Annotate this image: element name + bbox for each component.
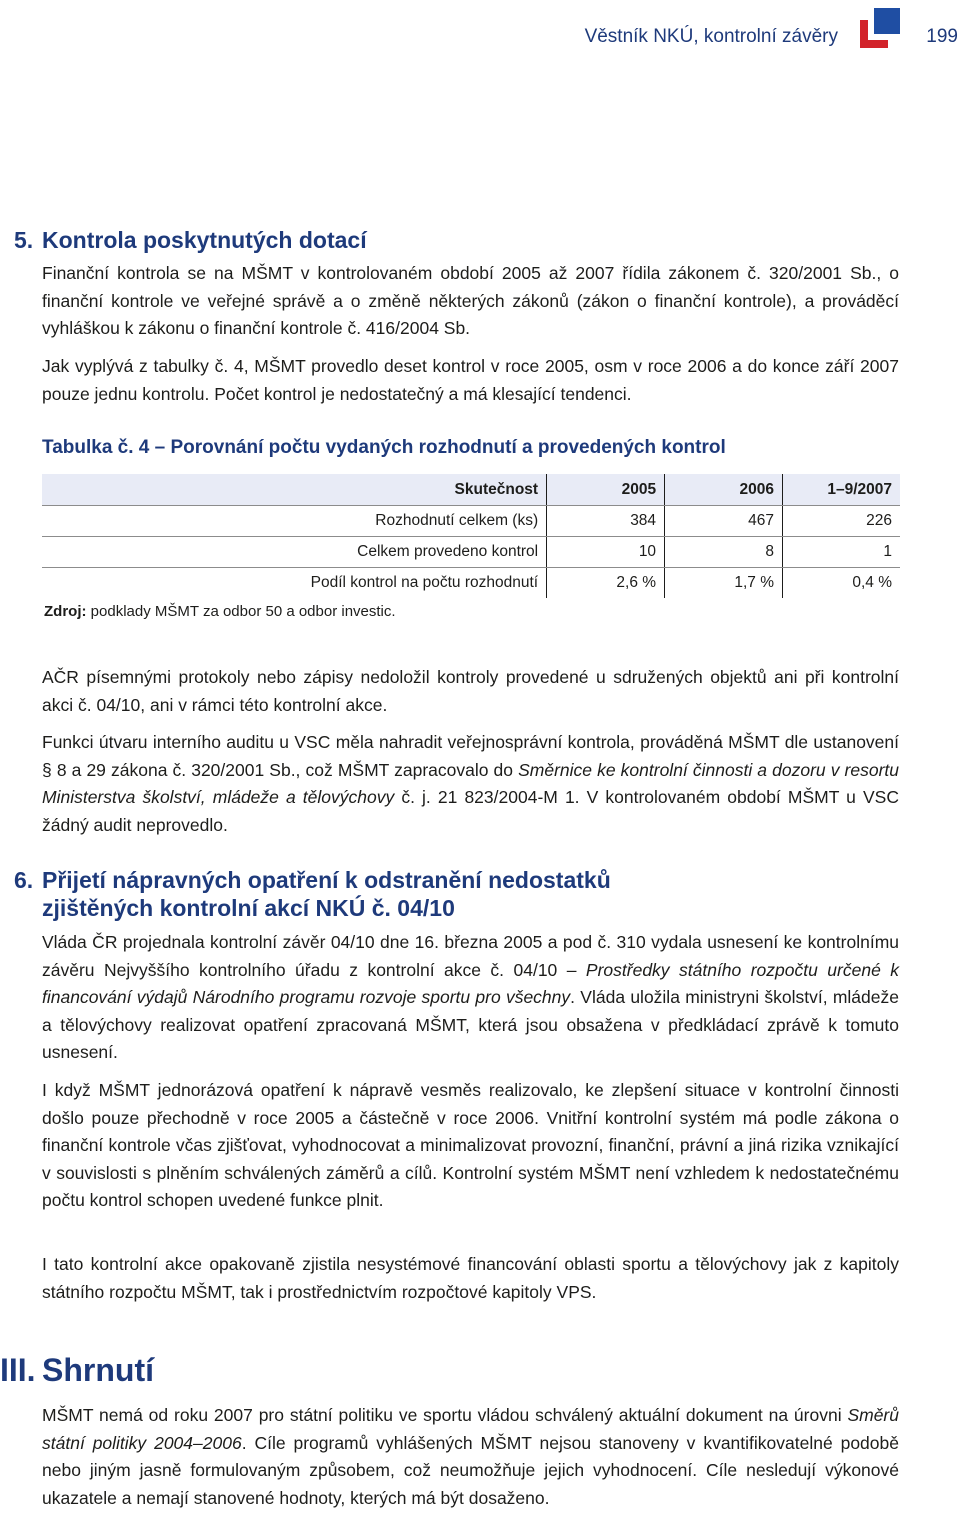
section-6-title-line-2: zjištěných kontrolní akcí NKÚ č. 04/10	[42, 895, 455, 921]
section-6-paragraph-2: I když MŠMT jednorázová opatření k nápravě vesměs realizovalo, ke zlepšení situace v kontrolní činnosti došlo pouze přechodně v roce 2005 a částečně v roce 2006. Vnitřní kontrolní systém má podle zákona o finanční kontrole včas zjišťovat, vyhodnocovat a minimalizovat provozní, finanční, právní a jiná rizika vznikající v souvislosti s plněním schválených záměrů a cílů. Kontrolní systém MŠMT není vzhledem k nedostatečnému počtu kontrol schopen uvedené funkce plnit.	[42, 1080, 899, 1210]
table-header-row	[42, 474, 900, 505]
cell-value: 1	[883, 542, 892, 560]
table-row	[42, 536, 900, 567]
program-title: Prostředky státního rozpočtu určené k financování výdajů Národního programu rozvoje sportu pro všechny	[42, 959, 899, 1007]
table-divider	[42, 567, 900, 568]
paragraph-internal-audit: Funkci útvaru interního auditu u VSC měla nahradit veřejnosprávní kontrola, prováděná MŠMT dle ustanovení § 8 a 29 zákona č. 320/2001 Sb., což MŠMT zapracovalo do Směrnice ke kontrolní činnosti a dozoru v resortu Ministerstva školství, mládeže a tělovýchovy č. j. 21 823/2004-M 1. V kontrolovaném období MŠMT u VSC žádný audit neprovedlo.	[42, 732, 900, 835]
cell-value: 10	[547, 536, 665, 567]
section-5-paragraph-1: Finanční kontrola se na MŠMT v kontrolovaném období 2005 až 2007 řídila zákonem č. 320/2001 Sb., o finanční kontrole ve veřejné správě a o změně některých zákonů (zákon o finanční kontrole), a prováděcí vyhláškou k zákonu o finanční kontrole č. 416/2004 Sb.	[42, 263, 899, 338]
section-6-paragraph-1: Vláda ČR projednala kontrolní závěr 04/10 dne 16. března 2005 a pod č. 310 vydala usnesení ke kontrolnímu závěru Nejvyššího kontrolního úřadu z kontrolní akce č. 04/10 – Prostředky státního rozpočtu určené k financování výdajů Národního programu rozvoje sportu pro všechny. Vláda uložila ministryni školství, mládeže a tělovýchovy realizovat opatření zpracovaná MŠMT, která jsou obsažena v předkládací zprávě k tomuto usnesení.	[42, 932, 899, 1062]
cell-value: 226	[866, 511, 892, 529]
table-row	[42, 505, 900, 536]
cell-value: 2,6 %	[547, 567, 665, 598]
col-header-2007: 1–9/2007	[783, 474, 900, 505]
table-row	[42, 567, 900, 598]
policy-title: Směrů státní politiky 2004–2006	[42, 1405, 899, 1453]
section-5-title: Kontrola poskytnutých dotací	[42, 227, 367, 253]
table-caption: Tabulka č. 4 – Porovnání počtu vydaných rozhodnutí a provedených kontrol	[42, 437, 726, 458]
cell-value: 467	[665, 505, 783, 536]
section-5-number: 5.	[14, 227, 34, 253]
paragraph-acr: AČR písemnými protokoly nebo zápisy nedoložil kontroly provedené u sdružených objektů ani při kontrolní akci č. 04/10, ani v rámci této kontrolní akce.	[42, 667, 899, 715]
section-III-title: Shrnutí	[42, 1352, 154, 1388]
row-label: Rozhodnutí celkem (ks)	[42, 505, 547, 536]
cell-value: 8	[665, 536, 783, 567]
cell-value: 1,7 %	[665, 567, 783, 598]
row-label: Celkem provedeno kontrol	[42, 536, 547, 567]
page-number: 199	[926, 26, 958, 47]
cell-value: 384	[547, 505, 665, 536]
table-source	[44, 603, 396, 620]
table-divider	[42, 505, 900, 506]
col-header-fact: Skutečnost	[42, 474, 547, 505]
nku-logo	[860, 8, 902, 48]
source-text: podklady MŠMT za odbor 50 a odbor investic.	[90, 603, 396, 620]
col-header-2006: 2006	[665, 474, 783, 505]
directive-title: Směrnice ke kontrolní činnosti a dozoru v resortu Ministerstva školství, mládeže a tělovýchovy	[42, 759, 900, 807]
section-III-number: III.	[0, 1352, 36, 1388]
running-title: Věstník NKÚ, kontrolní závěry	[584, 26, 838, 47]
table-divider	[42, 536, 900, 537]
section-6-number: 6.	[14, 867, 34, 893]
section-III-paragraph-1: MŠMT nemá od roku 2007 pro státní politiku ve sportu vládou schválený aktuální dokument na úrovni Směrů státní politiky 2004–2006. Cíle programů vyhlášených MŠMT nejsou stanoveny v kvantifikovatelné podobě nebo jiným jasně formulovaným způsobem, což neumožňuje jejich vyhodnocení. Cíle nesledují výkonové ukazatele a nemají stanovené hodnoty, kterých má být dosaženo.	[42, 1405, 899, 1508]
row-label: Podíl kontrol na počtu rozhodnutí	[42, 567, 547, 598]
section-5-paragraph-2: Jak vyplývá z tabulky č. 4, MŠMT provedlo deset kontrol v roce 2005, osm v roce 2006 a do konce září 2007 pouze jednu kontrolu. Počet kontrol je nedostatečný a má klesající tendenci.	[42, 356, 899, 404]
cell-value: 0,4 %	[852, 573, 892, 591]
section-6-title-line-1: Přijetí nápravných opatření k odstranění nedostatků	[42, 867, 611, 893]
source-label: Zdroj:	[44, 603, 87, 620]
col-header-2005: 2005	[547, 474, 665, 505]
section-6-paragraph-3: I tato kontrolní akce opakovaně zjistila nesystémové financování oblasti sportu a tělovýchovy jak z kapitoly státního rozpočtu MŠMT, tak i prostřednictvím rozpočtové kapitoly VPS.	[42, 1254, 899, 1302]
